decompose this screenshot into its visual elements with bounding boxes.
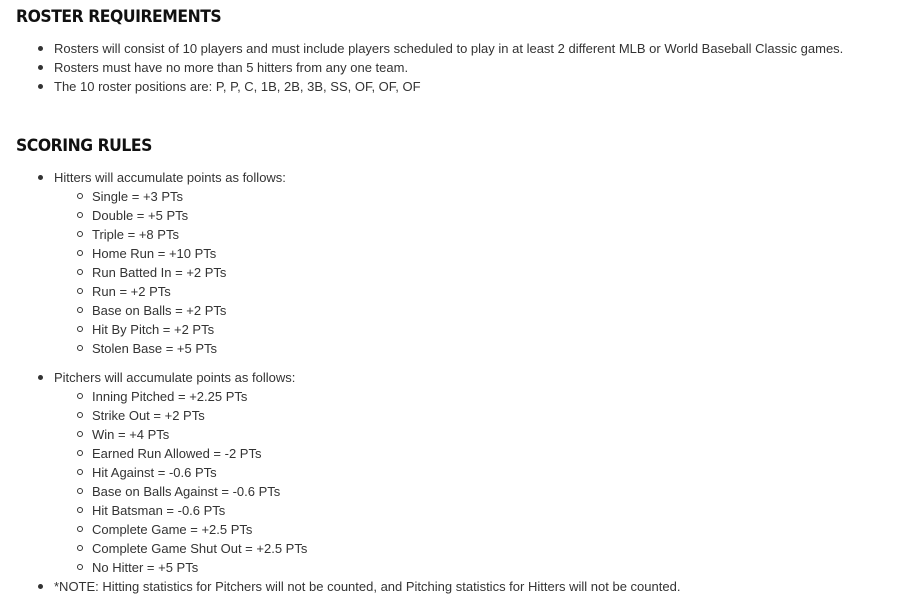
pitcher-scoring-item: Complete Game Shut Out = +2.5 PTs xyxy=(92,539,884,558)
pitchers-rule-group xyxy=(54,368,884,577)
hitter-scoring-item: Home Run = +10 PTs xyxy=(92,244,884,263)
roster-rule-item: Rosters must have no more than 5 hitters from any one team. xyxy=(54,58,884,77)
hitter-scoring-item: Hit By Pitch = +2 PTs xyxy=(92,320,884,339)
pitchers-intro: Pitchers will accumulate points as follows: xyxy=(54,370,296,385)
hitters-points-list xyxy=(54,187,884,358)
hitters-intro: Hitters will accumulate points as follows: xyxy=(54,170,286,185)
pitcher-scoring-item: Hit Batsman = -0.6 PTs xyxy=(92,501,884,520)
roster-requirements-heading: ROSTER REQUIREMENTS xyxy=(16,7,222,27)
pitcher-scoring-item: Win = +4 PTs xyxy=(92,425,884,444)
hitter-scoring-item: Triple = +8 PTs xyxy=(92,225,884,244)
pitcher-scoring-item: Complete Game = +2.5 PTs xyxy=(92,520,884,539)
roster-rule-item: The 10 roster positions are: P, P, C, 1B, 2B, 3B, SS, OF, OF, OF xyxy=(54,77,884,96)
hitters-rule-group xyxy=(54,168,884,358)
pitcher-scoring-item: Inning Pitched = +2.25 PTs xyxy=(92,387,884,406)
hitter-scoring-item: Run = +2 PTs xyxy=(92,282,884,301)
hitter-scoring-item: Double = +5 PTs xyxy=(92,206,884,225)
hitter-scoring-item: Run Batted In = +2 PTs xyxy=(92,263,884,282)
roster-requirements-list xyxy=(54,39,884,96)
scoring-note: *NOTE: Hitting statistics for Pitchers will not be counted, and Pitching statistics for Hitters will not be counted. xyxy=(54,577,884,596)
hitter-scoring-item: Single = +3 PTs xyxy=(92,187,884,206)
pitcher-scoring-item: Hit Against = -0.6 PTs xyxy=(92,463,884,482)
pitcher-scoring-item: Base on Balls Against = -0.6 PTs xyxy=(92,482,884,501)
pitchers-points-list xyxy=(54,387,884,577)
pitcher-scoring-item: Strike Out = +2 PTs xyxy=(92,406,884,425)
hitter-scoring-item: Stolen Base = +5 PTs xyxy=(92,339,884,358)
roster-rule-item: Rosters will consist of 10 players and must include players scheduled to play in at least 2 different MLB or World Baseball Classic games. xyxy=(54,39,884,58)
pitcher-scoring-item: No Hitter = +5 PTs xyxy=(92,558,884,577)
pitcher-scoring-item: Earned Run Allowed = -2 PTs xyxy=(92,444,884,463)
scoring-rules-heading: SCORING RULES xyxy=(16,136,152,156)
scoring-rules-list xyxy=(54,168,884,596)
hitter-scoring-item: Base on Balls = +2 PTs xyxy=(92,301,884,320)
